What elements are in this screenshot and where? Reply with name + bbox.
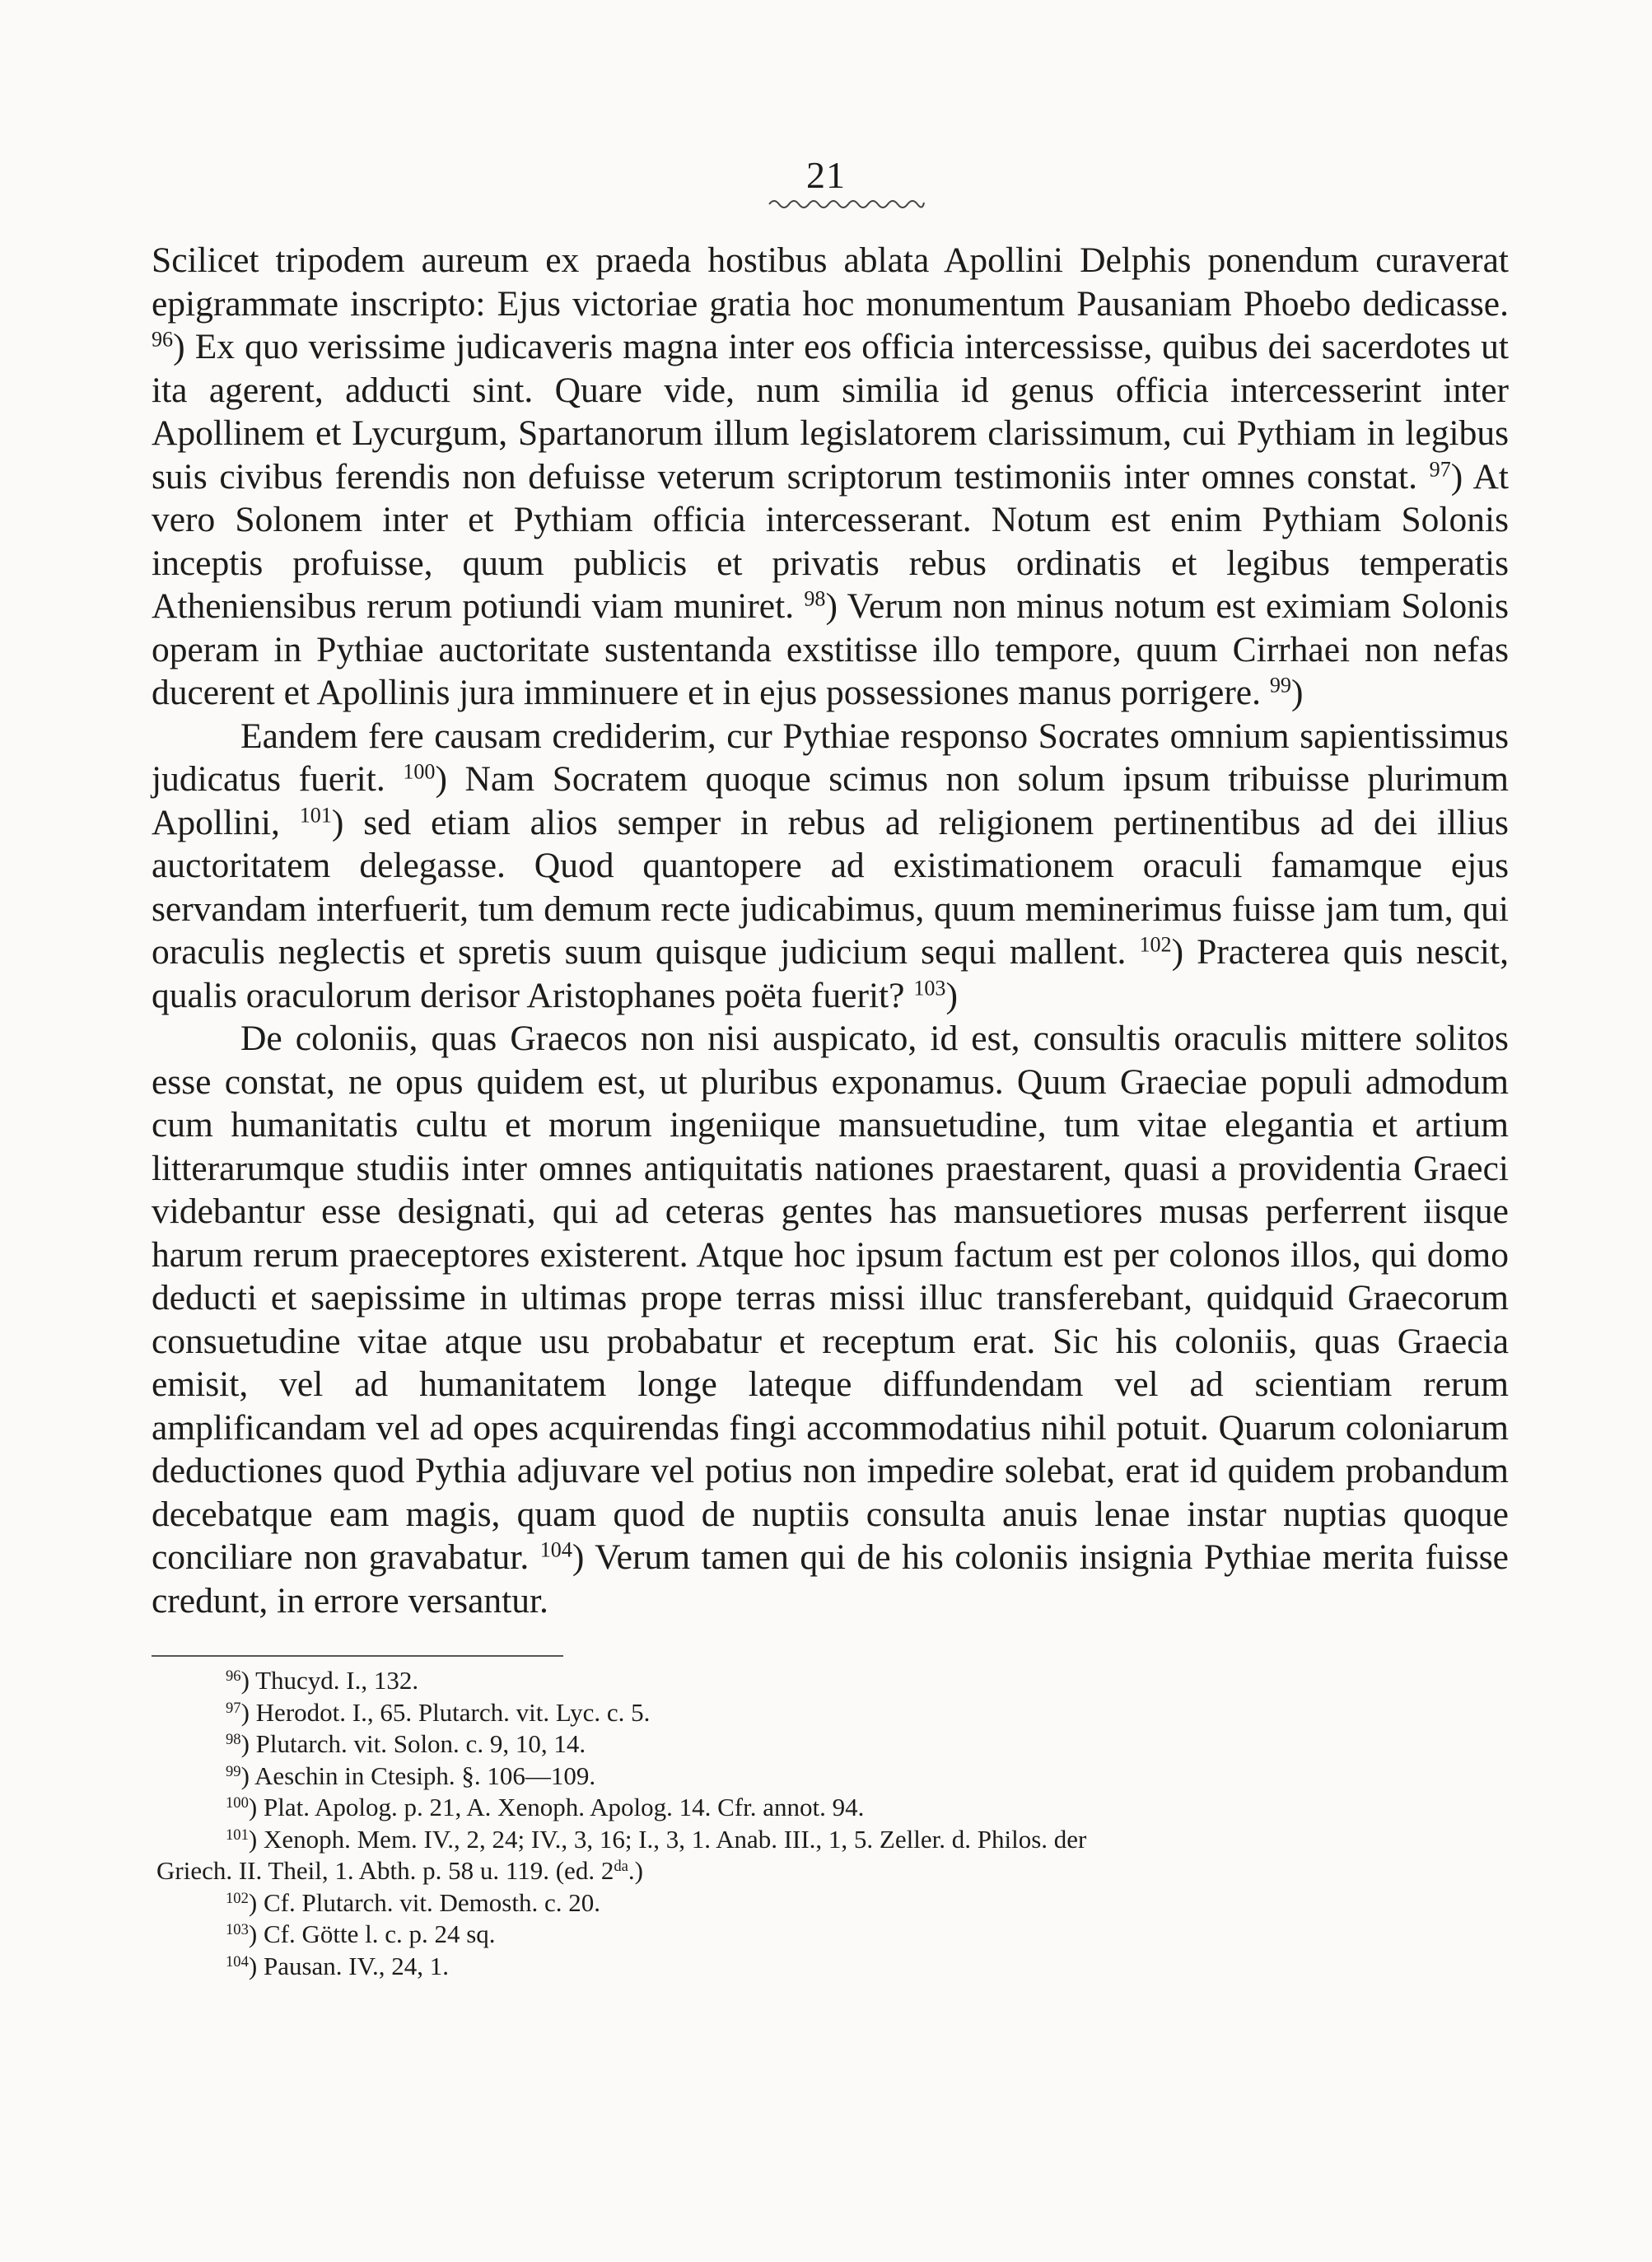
text-run: ) [1290, 673, 1304, 712]
footnote-number: 97 [226, 1699, 241, 1717]
page-number: 21 [806, 154, 846, 196]
footnote-number: 103 [226, 1920, 249, 1938]
footnote: $^{97}$) Herodot. I., 65. Plutarch. vit. Lyc. c. 5. [226, 1697, 651, 1727]
text-run: De coloniis, quas Graecos non nisi auspicato, id est, consultis oraculis mittere solitos esse constat, ne opus quidem est, ut pluribus exponamus. Quum Graeciae populi admodum cum humanitatis cultu et morum ingeniique mansuetudine, tum vitae elegantia et artium litterarumque studiis inter omnes antiquitatis nationes praestarent, quasi a providentia Graeci videbantur esse designati, qui ad ceteras gentes has mansuetiores musas perferrent iisque harum rerum praeceptores existerent. Atque hoc ipsum factum est per colonos illos, qui domo deducti et saepissime in ultimas prope terras missi illuc transferebant, quidquid Graecorum consuetudine vitae atque usu probabatur et receptum erat. Sic his coloniis, quas Graecia emisit, vel ad humanitatem longe lateque diffundendam vel ad scientiam rerum amplificandam vel ad opes acquirendas fingi accommodatius nihil potuit. Quarum coloniarum deductiones quod Pythia adjuvare vel potius non impedire solebat, erat id quidem probandum decebatque eam magis, quam quod de nuptiis consulta anuis lenae instar nuptias quoque conciliare non gravabatur. [152, 1019, 1509, 1577]
footnote: $^{103}$) Cf. Götte l. c. p. 24 sq. [226, 1919, 496, 1948]
footnote: $^{96}$) Thucyd. I., 132. [226, 1666, 419, 1695]
footnote-continuation [156, 1855, 1509, 1887]
footnote-number: 102 [226, 1889, 249, 1907]
text-run: ) Nam Socratem quoque scimus non solum ipsum tribuisse plurimum Apollini, [152, 759, 1509, 842]
paragraph [152, 715, 1509, 1018]
footnote-reference: 100 [403, 759, 436, 784]
footnote-number: 104 [226, 1952, 249, 1971]
text-run: ) At vero Solonem inter et Pythiam officia intercesserant. Notum est enim Pythiam Solonis inceptis profuisse, quum publicis et privatis rebus ordinatis et legibus temperatis Atheniensibus rerum potiundi viam muniret. [152, 456, 1509, 626]
footnote-text: Herodot. I., 65. Plutarch. vit. Lyc. c. 5. [255, 1697, 651, 1727]
footnote-text: Xenoph. Mem. IV., 2, 24; IV., 3, 16; I., 3, 1. Anab. III., 1, 5. Zeller. d. Philos. der [263, 1824, 1087, 1854]
footnote-text: Thucyd. I., 132. [255, 1666, 419, 1695]
footnote-reference: 103 [913, 976, 946, 1000]
paragraph [152, 239, 1509, 715]
footnote-reference: 102 [1139, 932, 1172, 957]
footnote-number: 99 [226, 1762, 241, 1780]
footnote: $^{99}$) Aeschin in Ctesiph. §. 106—109. [226, 1761, 596, 1790]
footnote-reference: 101 [299, 803, 332, 828]
footnote-text: Plutarch. vit. Solon. c. 9, 10, 14. [255, 1729, 586, 1758]
footnote: $^{102}$) Cf. Plutarch. vit. Demosth. c. 20. [226, 1887, 600, 1917]
footnote: $^{101}$) Xenoph. Mem. IV., 2, 24; IV., 3, 16; I., 3, 1. Anab. III., 1, 5. Zeller. d. Philos. der Griech. II. Theil, 1. Abth. p. 58 u. 119. (ed. $2^{da}$.) [152, 1824, 1509, 1887]
edition-superscript: da [614, 1857, 628, 1875]
footnote-separator [152, 1655, 563, 1657]
footnote-reference: 96 [152, 327, 174, 352]
text-run: Scilicet tripodem aureum ex praeda hostibus ablata Apollini Delphis ponendum curaverat epigrammate inscripto: Ejus victoriae gratia hoc monumentum Pausaniam Phoebo dedicasse. [152, 240, 1509, 324]
text-run: ) sed etiam alios semper in rebus ad religionem pertinentibus ad dei illius auctoritatem delegasse. Quod quantopere ad existimationem oraculi famamque ejus servandam interfuerit, tum demum recte judicabimus, quum meminerimus fuisse jam tum, qui oraculis neglectis et spretis suum quisque judicium sequi mallent. [152, 802, 1509, 972]
text-run: Eandem fere causam crediderim, cur Pythiae responso Socrates omnium sapientissimus judicatus fuerit. [152, 716, 1509, 799]
footnote-number: 98 [226, 1730, 241, 1748]
footnotes [152, 1665, 1509, 1982]
footnote-reference: 104 [539, 1537, 572, 1562]
footnote: $^{104}$) Pausan. IV., 24, 1. [226, 1951, 450, 1980]
text-run: ) Ex quo verissime judicaveris magna inter eos officia intercessisse, quibus dei sacerdotes ut ita agerent, adducti sint. Quare vide, num similia id genus officia intercesserint inter Apollinem et Lycurgum, Spartanorum illum legislatorem clarissimum, cui Pythiam in legibus suis civibus ferendis non defuisse veterum scriptorum testimoniis inter omnes constat. [152, 327, 1509, 497]
footnote-reference: 97 [1429, 457, 1451, 482]
footnote-number: 101 [226, 1826, 249, 1844]
footnote-text: Pausan. IV., 24, 1. [263, 1951, 450, 1980]
footnote: $^{98}$) Plutarch. vit. Solon. c. 9, 10, 14. [226, 1729, 586, 1758]
footnote-number: 100 [226, 1793, 249, 1812]
footnote-text: Plat. Apolog. p. 21, A. Xenoph. Apolog. 14. Cfr. annot. 94. [263, 1793, 865, 1821]
footnote-continuation-end: .) [628, 1856, 643, 1885]
footnote-reference: 98 [804, 586, 826, 611]
text-run: ) Verum tamen qui de his coloniis insignia Pythiae merita fuisse credunt, in errore versantur. [152, 1537, 1509, 1621]
footnote-number: 96 [226, 1667, 241, 1685]
footnote: $^{100}$) Plat. Apolog. p. 21, A. Xenoph. Apolog. 14. Cfr. annot. 94. [226, 1793, 865, 1821]
paragraph [152, 1017, 1509, 1622]
wavy-rule-ornament [768, 196, 926, 209]
main-text [152, 239, 1509, 1622]
text-run: ) Practerea quis nescit, qualis oraculorum derisor Aristophanes poëta fuerit? [152, 932, 1509, 1015]
footnote-continuation-text: Griech. II. Theil, 1. Abth. p. 58 u. 119. (ed. 2 [156, 1856, 614, 1885]
footnote-text: Cf. Götte l. c. p. 24 sq. [263, 1919, 496, 1948]
text-run: ) [945, 975, 958, 1015]
text-run: ) Verum non minus notum est eximiam Solonis operam in Pythiae auctoritate sustentanda exstitisse illo tempore, quum Cirrhaei non nefas ducerent et Apollinis jura imminuere et in ejus possessiones manus porrigere. [152, 586, 1510, 712]
footnote-reference: 99 [1269, 673, 1291, 697]
footnote-text: Cf. Plutarch. vit. Demosth. c. 20. [263, 1887, 600, 1917]
footnote-text: Aeschin in Ctesiph. §. 106—109. [254, 1761, 596, 1790]
